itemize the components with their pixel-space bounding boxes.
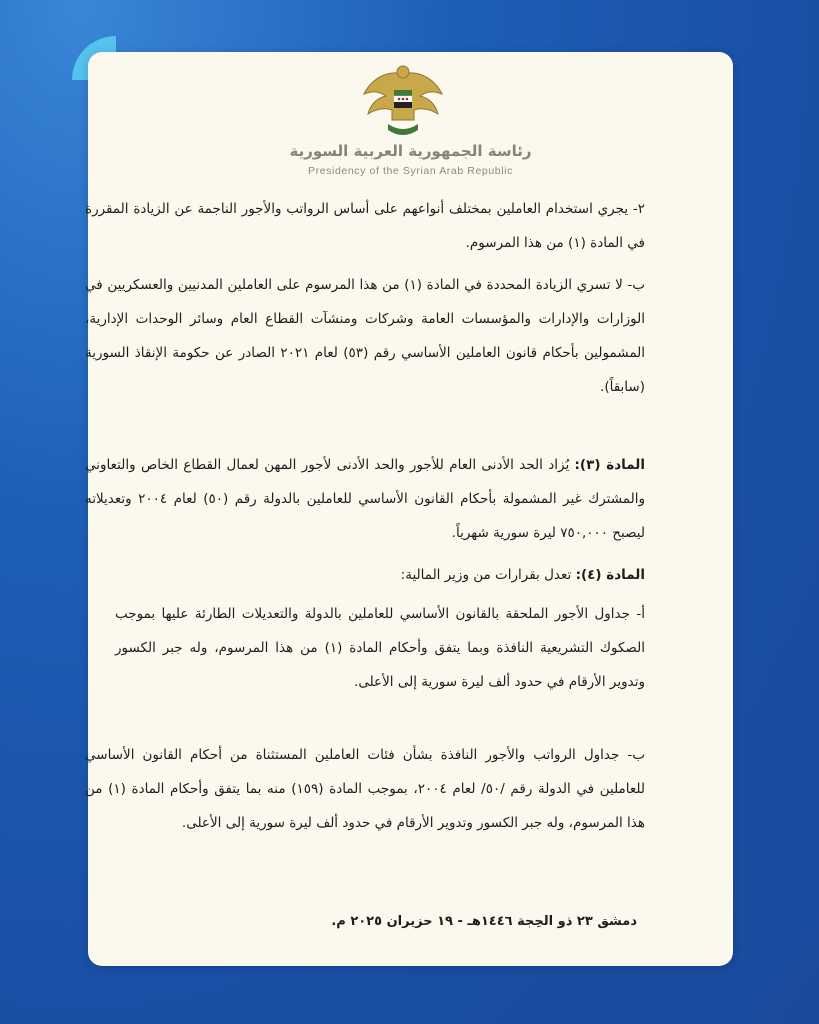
article-3 (85, 448, 645, 550)
article-4 (85, 558, 645, 592)
paragraph-b-exclusion: ب- لا تسري الزيادة المحددة في المادة (١) من هذا المرسوم على العاملين المدنيين والعسكريين في الوزارات والإدارات والمؤسسات العامة وشركات ومنشآت القطاع العام وسائر الوحدات الإدارية، المشمولين بأحكام قانون العاملين الأساسي رقم (٥٣) لعام ٢٠٢١ الصادر عن حكومة الإنقاذ السورية (سابقاً). (85, 277, 646, 395)
paragraph-2: ٢- يجري استخدام العاملين بمختلف أنواعهم على أساس الرواتب والأجور الناجمة عن الزيادة المقررة في المادة (١) من هذا المرسوم. (85, 201, 645, 251)
signature-date: دمشق ٢٣ ذو الحِجة ١٤٤٦هـ - ١٩ حزيران ٢٠٢٥ م. (331, 914, 637, 929)
article-4-label: المادة (٤): (575, 567, 645, 583)
presidency-title-english: Presidency of the Syrian Arab Republic (308, 165, 513, 177)
article-3-text: يُزاد الحد الأدنى العام للأجور والحد الأدنى لأجور المهن لعمال القطاع الخاص والتعاوني والمشترك غير المشمولة بأحكام القانون الأساسي للعاملين بالدولة رقم (٥٠) لعام ٢٠٠٤ وتعديلاته ليصبح ٧٥٠,٠٠٠ ليرة سورية شهرياً. (85, 457, 645, 541)
clause-a: أ- جداول الأجور الملحقة بالقانون الأساسي للعاملين بالدولة والتعديلات الطارئة عليها بموجب الصكوك التشريعية النافذة وبما يتفق وأحكام المادة (١) من هذا المرسوم، وله جبر الكسور وتدوير الأرقام في حدود ألف ليرة سورية إلى الأعلى. (115, 606, 645, 690)
article-4-text: تعدل بقرارات من وزير المالية: (400, 567, 576, 583)
clause-b: ب- جداول الرواتب والأجور النافذة بشأن فئات العاملين المستثناة من أحكام القانون الأساسي للعاملين في الدولة رقم /٥٠/ لعام ٢٠٠٤، بموجب المادة (١٥٩) منه بما يتفق وأحكام المادة (١) من هذا المرسوم، وله جبر الكسور وتدوير الأرقام في حدود ألف ليرة سورية إلى الأعلى. (85, 747, 645, 831)
article-3-label: المادة (٣): (574, 457, 645, 473)
decree-page (85, 52, 733, 966)
decree-body (85, 52, 645, 966)
presidency-title-arabic: رئاسة الجمهورية العربية السورية (289, 142, 532, 160)
